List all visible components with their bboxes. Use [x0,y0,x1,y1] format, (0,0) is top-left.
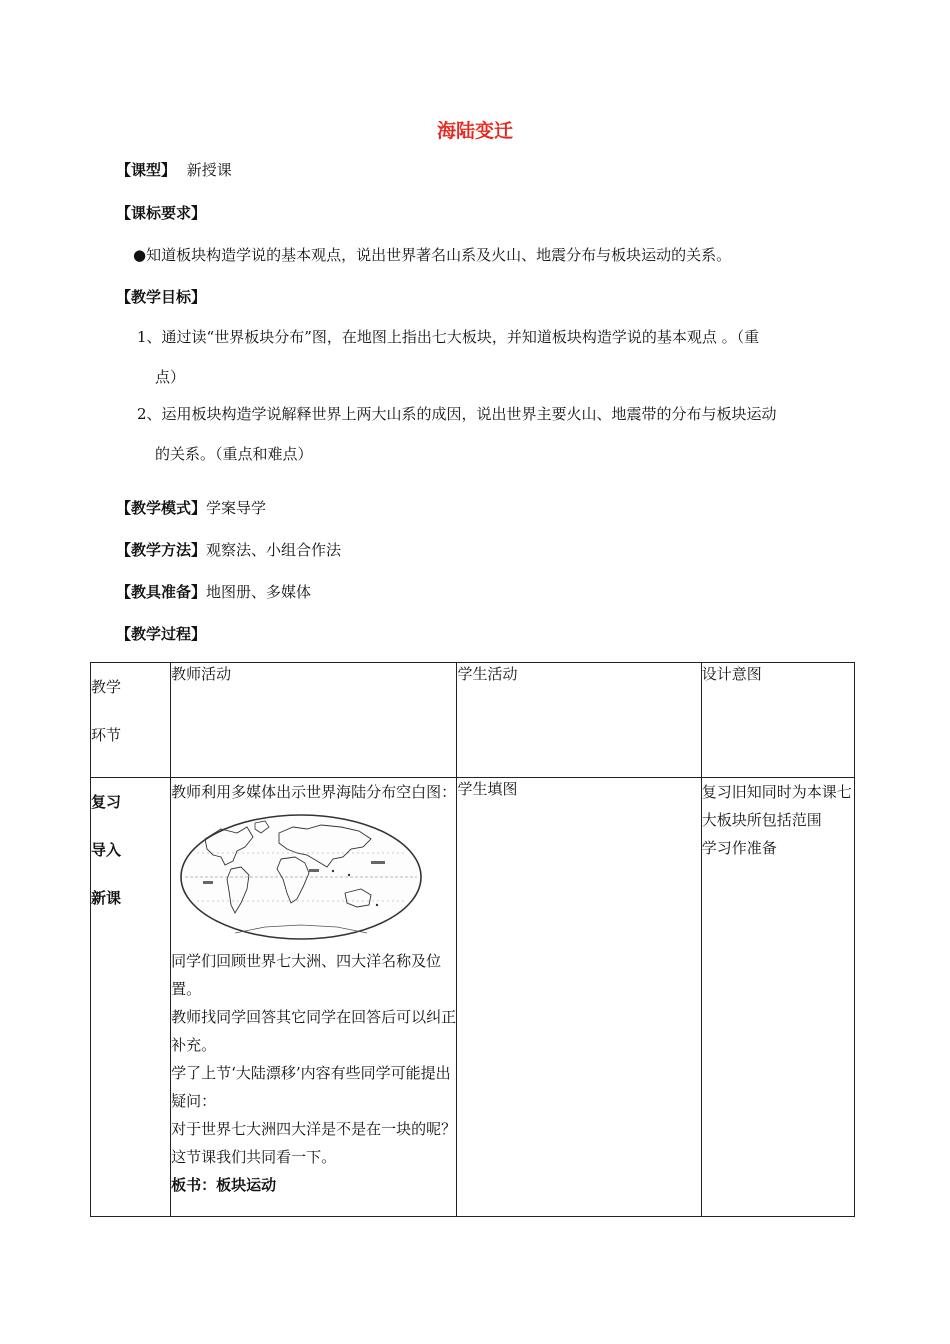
standard-text: ●知道板块构造学说的基本观点，说出世界著名山系及火山、地震分布与板块运动的关系。 [133,246,732,264]
lesson-type-value: 新授课 [186,161,232,179]
design-intent-cell [701,778,854,1217]
tools-label: 【教具准备】 [116,583,207,601]
header-stage [91,663,171,778]
header-stage-line2: 环节 [91,726,122,744]
method-label: 【教学方法】 [116,541,207,559]
teacher-line: 对于世界七大洲四大洋是不是在一块的呢？这节课我们共同看一下。 [171,1120,457,1166]
objective-2-line2: 的关系。（重点和难点） [155,445,313,463]
table-header-row [91,663,855,778]
stage-cell [91,778,171,1217]
standard-label: 【课标要求】 [116,204,207,222]
teacher-intro: 教师利用多媒体出示世界海陆分布空白图： [171,783,457,801]
stage-line: 导入 [91,841,122,859]
world-map-image [175,809,427,945]
mode-label: 【教学模式】 [116,499,207,517]
teacher-board-note: 板书：板块运动 [171,1176,277,1194]
objective-1-line2: 点） [155,368,186,386]
objective-2-line1: 2、运用板块构造学说解释世界上两大山系的成因，说出世界主要火山、地震带的分布与板块运动 [137,405,777,423]
method-value: 观察法、小组合作法 [206,541,342,559]
teacher-activity-cell [171,778,457,1217]
tools-value: 地图册、多媒体 [206,583,312,601]
design-line: 复习旧知同时为本课七大板块所包括范围 [701,783,852,829]
tools-line [116,581,311,603]
lesson-type-line [116,159,232,181]
objective-item-2 [137,394,865,474]
objective-item-1 [137,317,865,397]
header-design: 设计意图 [701,663,854,778]
header-teacher: 教师活动 [171,663,457,778]
process-label: 【教学过程】 [116,625,207,643]
stage-line: 新课 [91,889,122,907]
objective-1-line1: 1、通过读“世界板块分布”图，在地图上指出七大板块，并知道板块构造学说的基本观点 。（重 [137,328,760,346]
design-line: 学习作准备 [701,839,777,857]
teacher-line: 学了上节‘大陆漂移’内容有些同学可能提出疑问： [171,1064,451,1110]
student-activity-cell: 学生填图 [457,778,701,1217]
page-title: 海陆变迁 [436,120,513,142]
header-student: 学生活动 [457,663,701,778]
mode-value: 学案导学 [206,499,267,517]
mode-line [116,497,266,519]
lesson-type-label: 【课型】 [116,161,177,179]
teacher-line: 同学们回顾世界七大洲、四大洋名称及位置。 [171,952,442,998]
teacher-line: 教师找同学回答其它同学在回答后可以纠正补充。 [171,1008,457,1054]
table-row [91,778,855,1217]
objectives-label: 【教学目标】 [116,288,207,306]
process-table [90,662,855,1217]
stage-line: 复习 [91,793,122,811]
header-stage-line1: 教学 [91,678,122,696]
method-line [116,539,341,561]
